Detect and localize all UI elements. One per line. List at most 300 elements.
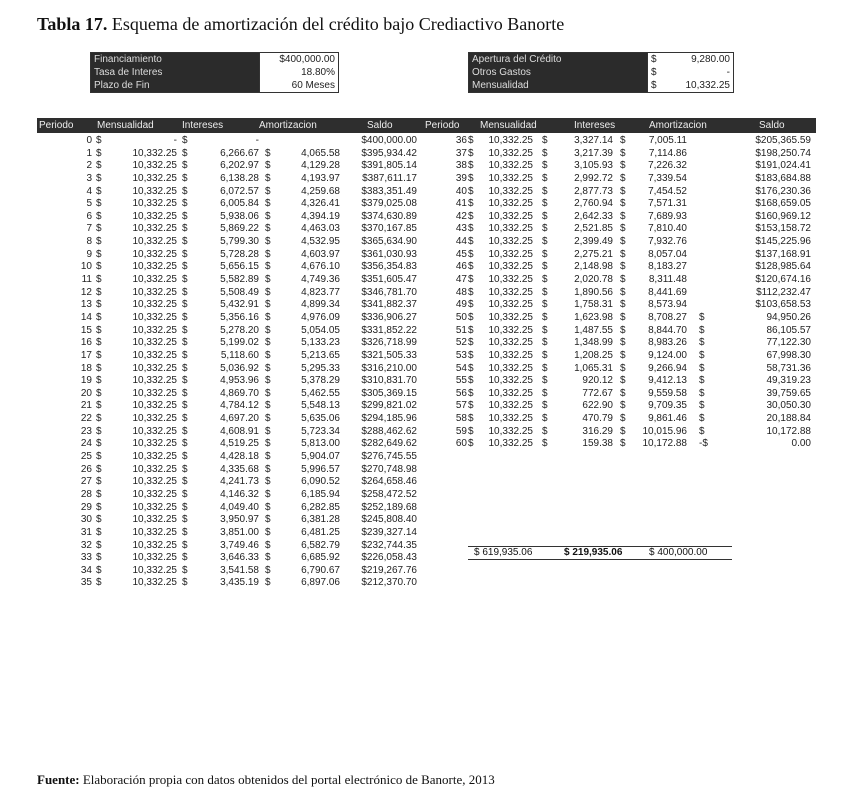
table-cell: 622.90 xyxy=(582,400,613,412)
table-cell: $ xyxy=(620,425,626,437)
table-row xyxy=(37,223,423,236)
table-cell: 2,521.85 xyxy=(574,223,613,235)
table-cell: 22 xyxy=(80,413,92,425)
table-cell: $ xyxy=(468,349,474,361)
table-cell: $ xyxy=(542,160,548,172)
table-row xyxy=(37,211,423,224)
table-cell: 57 xyxy=(455,400,467,412)
table-cell: $ xyxy=(265,147,271,159)
table-cell: $ xyxy=(542,248,548,260)
table-cell: 10,332.25 xyxy=(488,311,533,323)
table-cell: $ xyxy=(699,387,705,399)
table-cell: 8,844.70 xyxy=(648,324,687,336)
table-cell: $ xyxy=(182,349,188,361)
table-cell: 35 xyxy=(80,577,92,589)
table-cell: 5,036.92 xyxy=(220,362,259,374)
table-cell: 37 xyxy=(455,147,467,159)
table-cell: $ xyxy=(182,375,188,387)
table-cell: $ xyxy=(96,438,102,450)
table-cell: $387,611.17 xyxy=(362,172,417,184)
table-row xyxy=(423,287,816,300)
table-cell: 7,454.52 xyxy=(648,185,687,197)
table-cell: $ xyxy=(620,236,626,248)
table-cell: 10,332.25 xyxy=(488,299,533,311)
table-row xyxy=(423,350,816,363)
table-cell: 10,332.25 xyxy=(132,438,177,450)
table-row xyxy=(423,261,816,274)
table-cell: 6,185.94 xyxy=(301,488,340,500)
table-cell: 772.67 xyxy=(582,387,613,399)
table-cell: $326,718.99 xyxy=(361,337,417,349)
table-cell: $ xyxy=(182,425,188,437)
table-cell: 19 xyxy=(80,375,92,387)
table-cell: $ xyxy=(96,324,102,336)
table-cell: $ xyxy=(542,349,548,361)
table-cell: 6,897.06 xyxy=(301,577,340,589)
table-cell: 10 xyxy=(80,261,92,273)
table-cell: $ xyxy=(468,337,474,349)
table-cell: 4,697.20 xyxy=(220,413,259,425)
table-cell: 10,332.25 xyxy=(132,311,177,323)
table-cell: 10,332.25 xyxy=(132,274,177,286)
table-cell: 5,295.33 xyxy=(301,362,340,374)
table-cell: $321,505.33 xyxy=(361,349,417,361)
table-cell: $112,232.47 xyxy=(756,286,811,298)
table-cell: 6,481.25 xyxy=(301,526,340,538)
table-row xyxy=(37,261,423,274)
table-cell: $ xyxy=(265,311,271,323)
table-cell: $356,354.83 xyxy=(361,261,417,273)
table-cell: $ xyxy=(96,501,102,513)
table-cell: $ xyxy=(96,147,102,159)
summary-value: 9,280.00 xyxy=(665,53,733,66)
table-cell: 0.00 xyxy=(791,438,811,450)
table-cell: 6,381.28 xyxy=(301,514,340,526)
table-cell: $ xyxy=(96,451,102,463)
table-row xyxy=(37,476,423,489)
table-row xyxy=(37,502,423,515)
table-cell: 10,172.88 xyxy=(766,425,811,437)
table-cell: $ xyxy=(265,172,271,184)
table-cell: 4,603.97 xyxy=(301,248,340,260)
table-cell: 920.12 xyxy=(582,375,613,387)
table-cell: 10,015.96 xyxy=(642,425,687,437)
table-cell: $ xyxy=(620,337,626,349)
table-cell: 10,332.25 xyxy=(132,514,177,526)
table-cell: $ xyxy=(182,413,188,425)
table-cell: 6,282.85 xyxy=(301,501,340,513)
table-row xyxy=(423,223,816,236)
table-cell: $ xyxy=(699,311,705,323)
summary-row xyxy=(91,79,338,92)
table-cell: 56 xyxy=(455,387,467,399)
table-cell: $299,821.02 xyxy=(361,400,417,412)
table-cell: 15 xyxy=(80,324,92,336)
table-cell: 49,319.23 xyxy=(766,375,811,387)
table-cell: 42 xyxy=(455,210,467,222)
table-cell: 2,642.33 xyxy=(574,210,613,222)
table-cell: 36 xyxy=(455,135,467,146)
table-cell: 1,065.31 xyxy=(574,362,613,374)
table-row xyxy=(37,489,423,502)
table-row xyxy=(423,186,816,199)
column-header: Periodo xyxy=(39,120,74,131)
table-row xyxy=(423,160,816,173)
table-cell: $383,351.49 xyxy=(361,185,417,197)
column-header: Mensualidad xyxy=(480,120,537,131)
table-cell: 10,332.25 xyxy=(488,400,533,412)
table-cell: 13 xyxy=(80,299,92,311)
table-cell: $ xyxy=(96,375,102,387)
table-cell: 10,332.25 xyxy=(488,198,533,210)
table-cell: $ xyxy=(265,185,271,197)
table-cell: $ xyxy=(96,552,102,564)
table-row xyxy=(37,426,423,439)
table-cell: 9,709.35 xyxy=(648,400,687,412)
table-cell: $ xyxy=(182,488,188,500)
table-cell: 5,869.22 xyxy=(220,223,259,235)
table-cell: 10,332.25 xyxy=(132,261,177,273)
table-row xyxy=(37,413,423,426)
table-cell: 51 xyxy=(455,324,467,336)
table-cell: 2,992.72 xyxy=(574,172,613,184)
table-cell: $ xyxy=(620,172,626,184)
table-cell: $ xyxy=(468,261,474,273)
table-row xyxy=(37,464,423,477)
table-cell: $ xyxy=(620,198,626,210)
table-cell: $ xyxy=(542,210,548,222)
table-cell: $ xyxy=(468,413,474,425)
table-cell: $ xyxy=(542,223,548,235)
table-row xyxy=(423,274,816,287)
table-cell: 50 xyxy=(455,311,467,323)
table-cell: $ xyxy=(265,248,271,260)
table-cell: 10,332.25 xyxy=(132,501,177,513)
table-cell: $ xyxy=(182,476,188,488)
table-cell: $ xyxy=(182,299,188,311)
table-cell: 77,122.30 xyxy=(766,337,811,349)
table-cell: $ xyxy=(699,337,705,349)
table-cell: $ xyxy=(265,488,271,500)
table-cell: $ xyxy=(468,311,474,323)
column-header: Intereses xyxy=(574,120,616,131)
table-cell: $ xyxy=(620,375,626,387)
table-row xyxy=(37,312,423,325)
table-title xyxy=(37,14,564,35)
table-cell: 17 xyxy=(80,349,92,361)
table-cell: $ xyxy=(96,261,102,273)
table-row xyxy=(423,375,816,388)
table-cell: $264,658.46 xyxy=(361,476,417,488)
summary-value: 10,332.25 xyxy=(665,79,733,92)
table-cell: 41 xyxy=(455,198,467,210)
table-row xyxy=(37,514,423,527)
table-cell: $ xyxy=(265,526,271,538)
table-cell: $ xyxy=(96,564,102,576)
table-cell: $ xyxy=(620,185,626,197)
table-row xyxy=(37,173,423,186)
table-cell: 5,054.05 xyxy=(301,324,340,336)
table-row xyxy=(37,325,423,338)
table-cell: 5,728.28 xyxy=(220,248,259,260)
table-cell: $ xyxy=(96,476,102,488)
table-cell: $ xyxy=(542,299,548,311)
table-cell: $ xyxy=(468,172,474,184)
table-cell: $ xyxy=(182,286,188,298)
summary-label: Financiamiento xyxy=(91,53,259,66)
table-cell: 10,332.25 xyxy=(132,160,177,172)
table-cell: $ xyxy=(542,198,548,210)
table-cell: $ xyxy=(96,539,102,551)
summary-row xyxy=(469,53,733,66)
table-cell: $ xyxy=(468,147,474,159)
table-cell: 39 xyxy=(455,172,467,184)
table-cell: $ xyxy=(620,299,626,311)
table-row xyxy=(37,577,423,590)
table-cell: $270,748.98 xyxy=(361,463,417,475)
table-cell: 9,559.58 xyxy=(648,387,687,399)
table-cell: 14 xyxy=(80,311,92,323)
table-row xyxy=(423,312,816,325)
table-cell: 8,983.26 xyxy=(648,337,687,349)
table-cell: $ xyxy=(182,210,188,222)
source-note xyxy=(37,772,495,788)
table-row xyxy=(37,160,423,173)
table-row xyxy=(37,451,423,464)
table-cell: $ xyxy=(182,223,188,235)
table-cell: 470.79 xyxy=(582,413,613,425)
table-cell: 10,332.25 xyxy=(132,488,177,500)
table-cell: 10,332.25 xyxy=(488,286,533,298)
table-cell: 5,938.06 xyxy=(220,210,259,222)
source-label: Fuente: xyxy=(37,772,80,787)
loan-summary-left xyxy=(90,52,339,93)
table-cell: $ xyxy=(265,198,271,210)
table-cell: 9,861.46 xyxy=(648,413,687,425)
table-cell: $ xyxy=(182,387,188,399)
table-row xyxy=(37,565,423,578)
table-cell: 4,899.34 xyxy=(301,299,340,311)
table-cell: 8 xyxy=(86,236,92,248)
table-cell: 21 xyxy=(80,400,92,412)
table-cell: $252,189.68 xyxy=(361,501,417,513)
table-cell: 10,332.25 xyxy=(132,362,177,374)
table-cell: 2 xyxy=(86,160,92,172)
summary-row xyxy=(469,79,733,92)
table-cell: 159.38 xyxy=(582,438,613,450)
table-cell: 39,759.65 xyxy=(766,387,811,399)
table-cell: $ xyxy=(96,274,102,286)
table-cell: $ xyxy=(182,539,188,551)
table-cell: 10,332.25 xyxy=(132,387,177,399)
summary-value: $400,000.00 xyxy=(259,53,338,66)
table-cell: 5,723.34 xyxy=(301,425,340,437)
table-cell: 10,332.25 xyxy=(488,387,533,399)
table-cell: 12 xyxy=(80,286,92,298)
table-cell: 8,057.04 xyxy=(648,248,687,260)
currency-sign: $ xyxy=(647,53,665,66)
table-cell: $ xyxy=(182,463,188,475)
table-cell: $395,934.42 xyxy=(361,147,417,159)
table-cell: 2,877.73 xyxy=(574,185,613,197)
table-header xyxy=(37,118,816,133)
table-cell: 20 xyxy=(80,387,92,399)
table-cell: 3,950.97 xyxy=(220,514,259,526)
table-cell: 4,532.95 xyxy=(301,236,340,248)
table-cell: $103,658.53 xyxy=(755,299,811,311)
table-row xyxy=(37,363,423,376)
table-cell: 10,332.25 xyxy=(132,185,177,197)
summary-value: 18.80% xyxy=(259,66,338,79)
table-cell: $ xyxy=(542,236,548,248)
table-row xyxy=(423,400,816,413)
table-cell: $ xyxy=(182,451,188,463)
table-cell: $ xyxy=(542,286,548,298)
table-cell: $ xyxy=(265,564,271,576)
table-cell: 10,332.25 xyxy=(132,413,177,425)
table-cell: $ xyxy=(468,248,474,260)
amortization-table-left xyxy=(37,135,423,590)
table-cell: $ xyxy=(182,311,188,323)
table-cell: $391,805.14 xyxy=(361,160,417,172)
table-cell: $ xyxy=(182,274,188,286)
table-cell: $ xyxy=(620,223,626,235)
table-cell: $ xyxy=(468,299,474,311)
table-cell: $ xyxy=(96,488,102,500)
table-cell: 3 xyxy=(86,172,92,184)
table-cell: $ xyxy=(182,172,188,184)
table-cell: $ xyxy=(182,400,188,412)
table-cell: 58 xyxy=(455,413,467,425)
table-row xyxy=(423,325,816,338)
table-row xyxy=(423,135,816,148)
table-row xyxy=(423,211,816,224)
table-cell: 4,976.09 xyxy=(301,311,340,323)
table-row xyxy=(423,413,816,426)
table-cell: 5 xyxy=(86,198,92,210)
table-row xyxy=(37,375,423,388)
table-cell: 10,332.25 xyxy=(488,425,533,437)
table-row xyxy=(37,540,423,553)
table-cell: 4,823.77 xyxy=(301,286,340,298)
table-cell: $239,327.14 xyxy=(361,526,417,538)
table-cell: $ xyxy=(699,375,705,387)
column-header: Intereses xyxy=(182,120,224,131)
table-cell: 20,188.84 xyxy=(766,413,811,425)
table-cell: $ xyxy=(542,185,548,197)
table-cell: $ xyxy=(265,160,271,172)
table-cell: 0 xyxy=(86,135,92,146)
table-cell: 44 xyxy=(455,236,467,248)
table-cell: 5,118.60 xyxy=(220,349,259,361)
table-cell: $ xyxy=(542,135,548,146)
table-cell: $ xyxy=(96,337,102,349)
table-cell: $ xyxy=(265,236,271,248)
table-cell: $ xyxy=(265,299,271,311)
table-cell: $ xyxy=(182,337,188,349)
table-cell: 9,412.13 xyxy=(648,375,687,387)
table-cell: 3,327.14 xyxy=(574,135,613,146)
table-cell: $294,185.96 xyxy=(361,413,417,425)
table-cell: $ xyxy=(96,135,102,146)
table-cell: $ xyxy=(182,514,188,526)
table-cell: $ xyxy=(620,349,626,361)
table-cell: $153,158.72 xyxy=(755,223,811,235)
table-cell: 7,810.40 xyxy=(648,223,687,235)
table-cell: $ xyxy=(542,261,548,273)
table-row xyxy=(37,249,423,262)
table-cell: $ xyxy=(96,362,102,374)
total-mensualidad: $ 619,935.06 xyxy=(474,547,533,558)
table-cell: $ xyxy=(542,172,548,184)
table-cell: $ xyxy=(265,387,271,399)
table-cell: 10,332.25 xyxy=(132,526,177,538)
table-cell: 4,129.28 xyxy=(301,160,340,172)
table-cell: -$ xyxy=(699,438,708,450)
column-header: Saldo xyxy=(759,120,785,131)
table-cell: 10,332.25 xyxy=(132,564,177,576)
table-cell: 10,172.88 xyxy=(642,438,687,450)
table-cell: $ xyxy=(96,425,102,437)
table-cell: $ xyxy=(620,311,626,323)
table-cell: 2,020.78 xyxy=(574,274,613,286)
table-cell: $331,852.22 xyxy=(361,324,417,336)
table-cell: 6,072.57 xyxy=(220,185,259,197)
table-cell: 10,332.25 xyxy=(488,147,533,159)
table-cell: 10,332.25 xyxy=(488,324,533,336)
table-cell: 2,148.98 xyxy=(574,261,613,273)
table-cell: $ xyxy=(265,577,271,589)
table-cell: 10,332.25 xyxy=(488,413,533,425)
table-cell: $205,365.59 xyxy=(755,135,811,146)
totals-double-rule xyxy=(468,559,732,560)
table-cell: 1,348.99 xyxy=(574,337,613,349)
table-row xyxy=(423,299,816,312)
table-cell: 3,541.58 xyxy=(220,564,259,576)
table-cell: 10,332.25 xyxy=(488,160,533,172)
table-cell: $ xyxy=(542,362,548,374)
table-cell: 10,332.25 xyxy=(488,248,533,260)
summary-label: Plazo de Fin xyxy=(91,79,259,92)
table-cell: $226,058.43 xyxy=(361,552,417,564)
table-cell: 67,998.30 xyxy=(766,349,811,361)
table-cell: $305,369.15 xyxy=(361,387,417,399)
table-cell: 1,623.98 xyxy=(574,311,613,323)
table-cell: $ xyxy=(468,223,474,235)
table-cell: $ xyxy=(542,375,548,387)
table-cell: $ xyxy=(265,400,271,412)
table-cell: $ xyxy=(96,413,102,425)
currency-sign: $ xyxy=(647,79,665,92)
table-cell: $ xyxy=(96,349,102,361)
table-cell: 27 xyxy=(80,476,92,488)
table-cell: $168,659.05 xyxy=(755,198,811,210)
table-cell: 7,571.31 xyxy=(648,198,687,210)
table-cell: 5,432.91 xyxy=(220,299,259,311)
table-cell: $ xyxy=(96,185,102,197)
table-cell: 10,332.25 xyxy=(488,375,533,387)
column-header: Amortizacion xyxy=(649,120,707,131)
table-cell: 52 xyxy=(455,337,467,349)
table-cell: 26 xyxy=(80,463,92,475)
table-cell: $ xyxy=(542,413,548,425)
table-cell: $ xyxy=(620,160,626,172)
column-header: Periodo xyxy=(425,120,460,131)
table-cell: $ xyxy=(265,375,271,387)
table-cell: $ xyxy=(265,210,271,222)
summary-row xyxy=(91,53,338,66)
table-cell: 4,519.25 xyxy=(220,438,259,450)
